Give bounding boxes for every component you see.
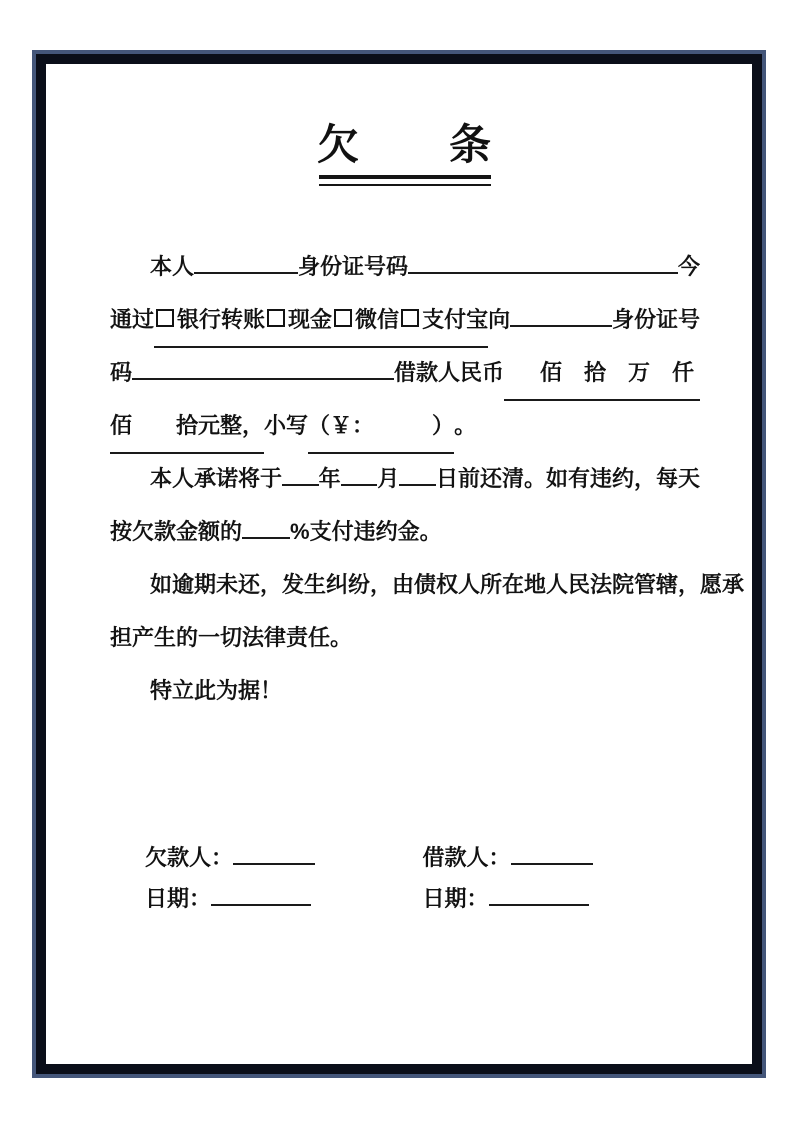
label-penalty-head: 按欠款金额的 — [110, 519, 243, 545]
checkbox-wechat-icon — [334, 309, 352, 327]
label-via: 通过 — [110, 307, 155, 333]
line-jurisdiction-1: 如逾期未还，发生纠纷，由债权人所在地人民法院管辖，愿承 — [150, 572, 745, 598]
iou-document-page — [36, 54, 762, 1074]
label-in-figures: 小写 — [264, 413, 309, 439]
amount-lead-gap — [504, 379, 540, 380]
line-borrower-identity — [110, 240, 700, 293]
blank-borrower-name — [194, 271, 298, 274]
line-amount-words-2 — [110, 399, 700, 452]
amount-figures-field — [308, 399, 454, 454]
label-id-number-2: 身份证号 — [611, 307, 700, 333]
lender-date-row — [423, 878, 701, 919]
blank-amount-figures — [374, 432, 432, 433]
signature-column-debtor — [145, 837, 423, 919]
label-loan-rmb: 借款人民币 — [394, 360, 505, 386]
debtor-name-row — [145, 837, 423, 878]
label-person: 本人 — [150, 254, 195, 280]
line-attestation: 特立此为据！ — [150, 678, 283, 704]
label-period: 。 — [454, 413, 477, 439]
label-promise: 本人承诺将于 — [150, 466, 283, 492]
blank-lender-id — [132, 377, 394, 380]
label-lender: 借款人： — [422, 845, 511, 871]
blank-day — [399, 483, 436, 486]
blank-lender-date — [489, 903, 589, 906]
checkbox-cash-icon — [267, 309, 285, 327]
blank-penalty-percent — [242, 536, 290, 539]
label-to: 向 — [488, 307, 511, 333]
document-body — [110, 240, 745, 717]
checkbox-alipay-icon — [401, 309, 419, 327]
line-payment-method — [110, 293, 700, 346]
label-repay-tail: 日前还清。如有违约，每天 — [435, 466, 700, 492]
label-paren-close: ） — [432, 413, 455, 439]
line-amount-words-1 — [110, 346, 700, 399]
label-paren-open: （￥： — [308, 413, 375, 439]
document-title: 欠 条 — [316, 121, 493, 168]
checkbox-bank-transfer-icon — [156, 309, 174, 327]
option-bank-transfer: 银行转账 — [177, 307, 266, 333]
blank-month — [341, 483, 378, 486]
option-wechat: 微信 — [355, 307, 400, 333]
debtor-date-row — [145, 878, 423, 919]
option-cash: 现金 — [288, 307, 333, 333]
label-code: 码 — [110, 360, 133, 386]
line-jurisdiction-2: 担产生的一切法律责任。 — [110, 625, 353, 651]
line-penalty — [110, 505, 700, 558]
label-month: 月 — [377, 466, 400, 492]
signature-column-lender — [423, 837, 701, 919]
line-repayment-date — [110, 452, 700, 505]
amount-words-units — [504, 346, 700, 401]
option-alipay: 支付宝 — [422, 307, 489, 333]
document-border — [32, 50, 766, 1078]
signature-block — [110, 837, 700, 919]
label-year: 年 — [318, 466, 341, 492]
blank-debtor-signature — [233, 862, 315, 865]
label-lender-date: 日期： — [422, 886, 489, 912]
label-debtor-date: 日期： — [145, 886, 212, 912]
blank-lender-signature — [511, 862, 593, 865]
title-double-underline — [319, 175, 491, 186]
lender-name-row — [423, 837, 701, 878]
blank-lender-name — [510, 324, 612, 327]
label-penalty-tail: %支付违约金。 — [290, 519, 442, 545]
amount-words-tail: 佰 拾元整， — [110, 399, 264, 454]
blank-borrower-id — [408, 271, 678, 274]
blank-debtor-date — [211, 903, 311, 906]
blank-year — [282, 483, 319, 486]
label-id-number: 身份证号码 — [298, 254, 409, 280]
payment-options-group — [154, 293, 488, 348]
label-debtor: 欠款人： — [145, 845, 234, 871]
label-today: 今 — [677, 254, 700, 280]
amount-units-text: 佰 拾 万 仟 — [540, 360, 695, 386]
